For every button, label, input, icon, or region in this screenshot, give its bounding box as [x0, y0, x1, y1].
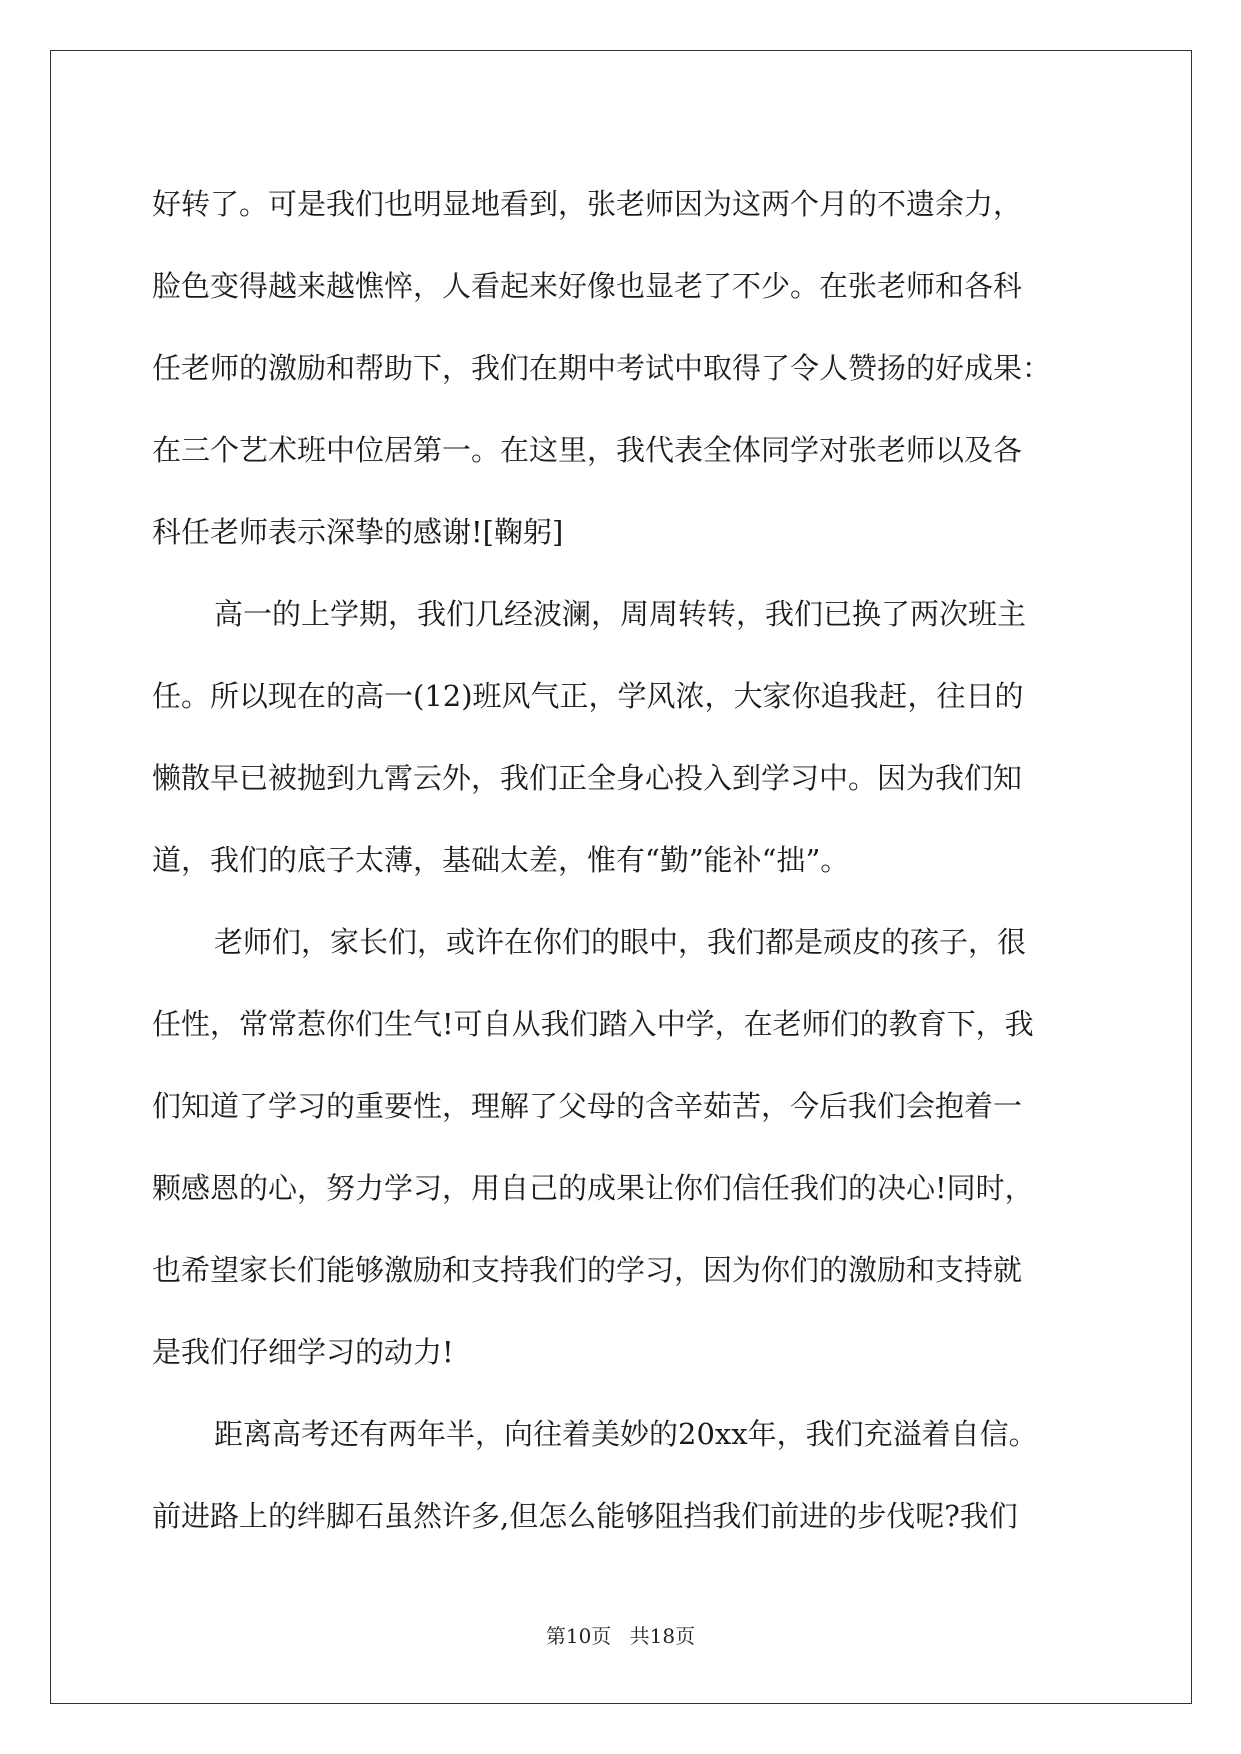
- text-line: 道，我们的底子太薄，基础太差，惟有“勤”能补“拙”。: [152, 843, 850, 877]
- paragraph: [152, 163, 1102, 573]
- text-line: 科任老师表示深挚的感谢![鞠躬]: [152, 515, 564, 549]
- page-number: 第10页: [545, 1624, 612, 1648]
- text-line: 懒散早已被抛到九霄云外，我们正全身心投入到学习中。因为我们知: [152, 761, 1023, 795]
- text-line: 任。所以现在的高一(12)班风气正，学风浓，大家你追我赶，往日的: [152, 679, 1024, 713]
- text-line: 距离高考还有两年半，向往着美妙的20xx年，我们充溢着自信。: [214, 1417, 1038, 1451]
- text-line: 任性，常常惹你们生气!可自从我们踏入中学，在老师们的教育下，我: [152, 1007, 1034, 1041]
- text-line: 高一的上学期，我们几经波澜，周周转转，我们已换了两次班主: [214, 597, 1027, 631]
- document-body: [152, 163, 1102, 1557]
- text-line: 也希望家长们能够激励和支持我们的学习，因为你们的激励和支持就: [152, 1253, 1023, 1287]
- text-line: 老师们，家长们，或许在你们的眼中，我们都是顽皮的孩子，很: [214, 925, 1027, 959]
- text-line: 好转了。可是我们也明显地看到，张老师因为这两个月的不遗余力，: [152, 187, 1023, 221]
- text-line: 在三个艺术班中位居第一。在这里，我代表全体同学对张老师以及各: [152, 433, 1023, 467]
- text-line: 任老师的激励和帮助下，我们在期中考试中取得了令人赞扬的好成果：: [152, 351, 1052, 385]
- page-total: 共18页: [629, 1624, 696, 1648]
- text-line: 们知道了学习的重要性，理解了父母的含辛茹苦，今后我们会抱着一: [152, 1089, 1023, 1123]
- paragraph: [152, 901, 1102, 1393]
- text-line: 前进路上的绊脚石虽然许多,但怎么能够阻挡我们前进的步伐呢?我们: [152, 1499, 1018, 1533]
- paragraph: [152, 573, 1102, 901]
- text-line: 是我们仔细学习的动力!: [152, 1335, 454, 1369]
- page-footer: [0, 1620, 1241, 1649]
- text-line: 颗感恩的心，努力学习，用自己的成果让你们信任我们的决心!同时，: [152, 1171, 1034, 1205]
- paragraph: [152, 1393, 1102, 1557]
- text-line: 脸色变得越来越憔悴，人看起来好像也显老了不少。在张老师和各科: [152, 269, 1023, 303]
